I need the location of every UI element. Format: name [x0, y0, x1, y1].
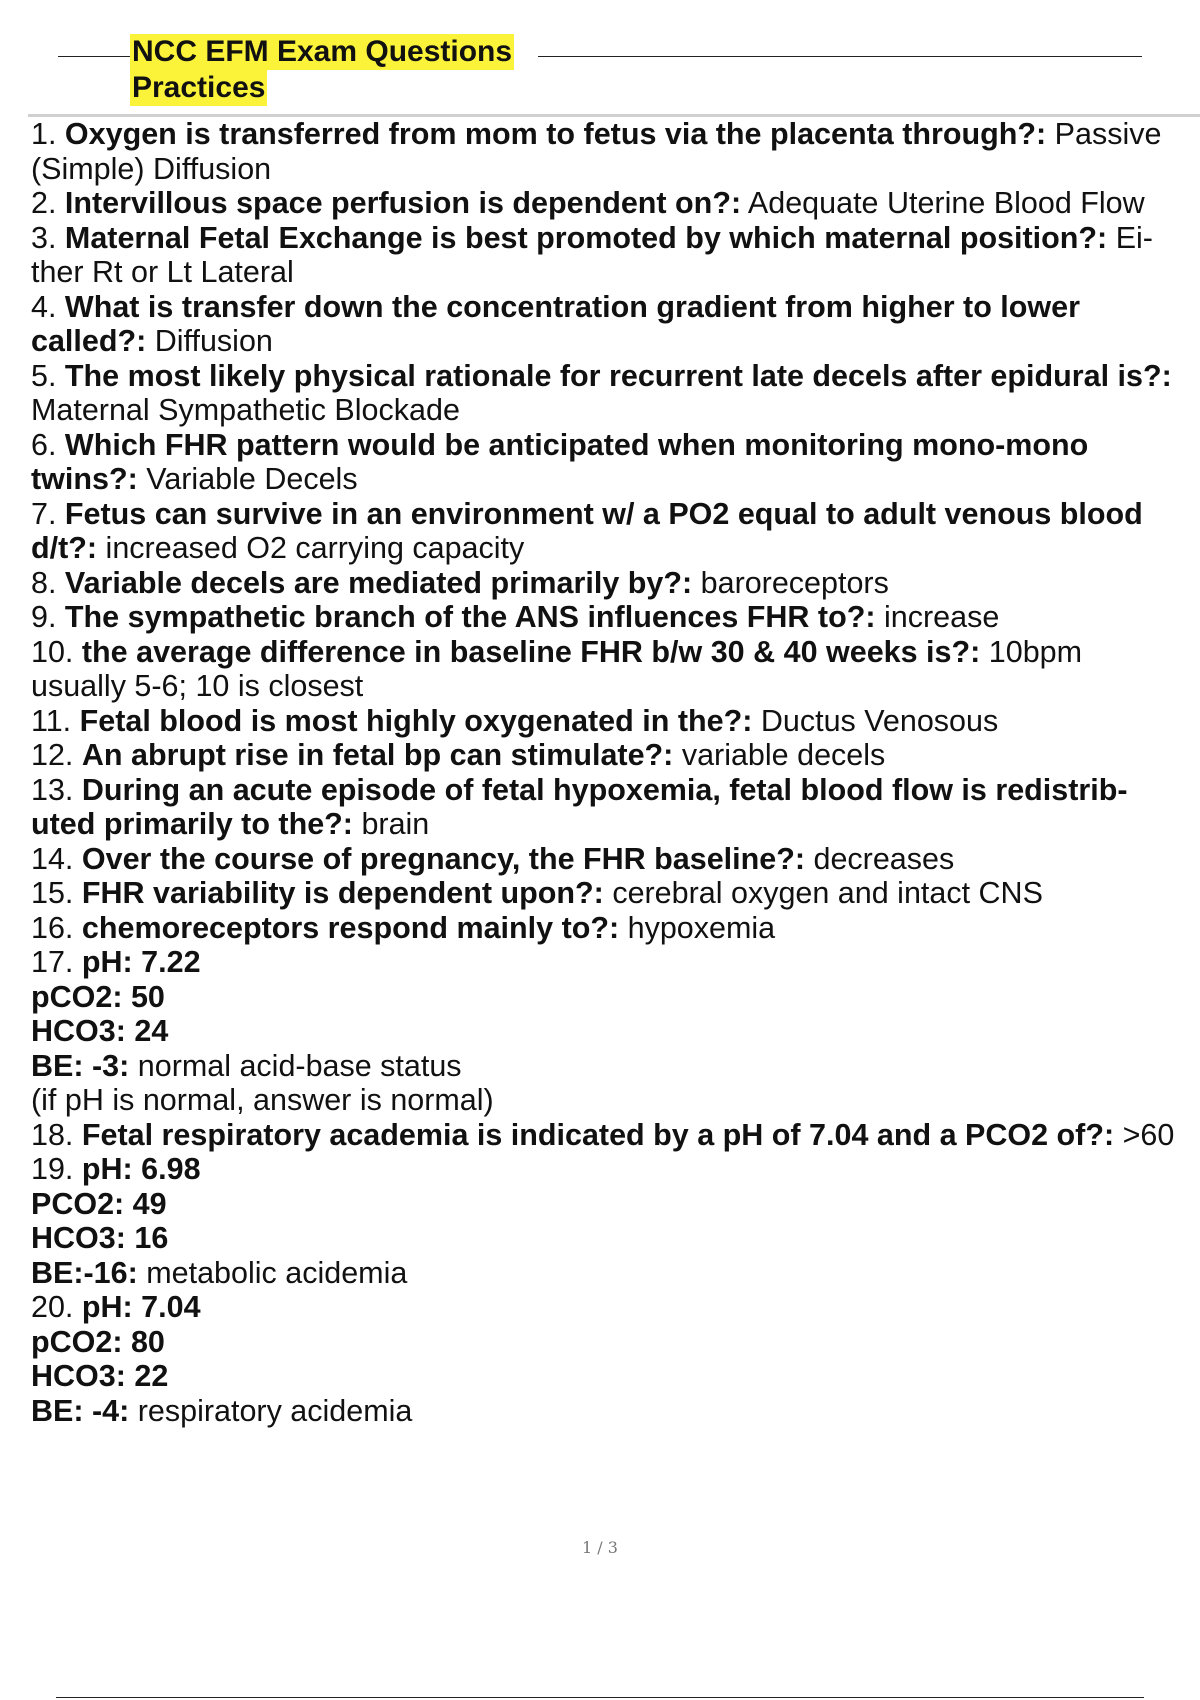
item-answer: Diffusion [154, 324, 273, 358]
list-item [31, 186, 1200, 221]
list-item [31, 842, 1200, 877]
list-item [31, 566, 1200, 601]
item-answer: 10bpm usually 5-6; 10 is closest [31, 634, 1083, 703]
page-indicator: 1 / 3 [582, 1538, 618, 1557]
list-item [31, 773, 1200, 842]
item-number: 12. [31, 738, 74, 772]
item-question: During an acute episode of fetal hypoxemia, fetal blood flow is redistrib- uted primarily to the?: [31, 772, 1136, 841]
item-number: 5. [31, 358, 57, 393]
item-question: Which FHR pattern would be anticipated when monitoring mono-mono twins?: [31, 427, 1097, 496]
item-number: 19. [31, 1152, 74, 1186]
item-number: 13. [31, 772, 74, 807]
item-answer: Ductus Venosous [760, 703, 999, 738]
item-number: 11. [31, 703, 72, 738]
item-number: 1. [31, 117, 57, 151]
item-question: Maternal Fetal Exchange is best promoted by which maternal position?: [64, 220, 1108, 255]
item-answer: Ei- ther Rt or Lt Lateral [31, 220, 1162, 289]
list-item [31, 945, 1200, 1118]
item-number: 8. [31, 565, 57, 600]
item-number: 6. [31, 427, 57, 462]
item-number: 18. [31, 1117, 74, 1152]
item-question: FHR variability is dependent upon?: [81, 876, 604, 910]
list-item [31, 635, 1200, 704]
header-rule-left [58, 56, 130, 57]
item-answer: respiratory acidemia [137, 1393, 413, 1428]
item-number: 17. [31, 945, 74, 979]
item-question: pH: 7.22 pCO2: 50 HCO3: 24 BE: -3: [31, 945, 201, 1083]
item-answer: cerebral oxygen and intact CNS [612, 876, 1043, 910]
item-number: 10. [31, 634, 74, 669]
item-answer: hypoxemia [627, 910, 776, 945]
list-item [31, 290, 1200, 359]
item-number: 3. [31, 220, 57, 255]
item-answer: metabolic acidemia [146, 1255, 408, 1290]
question-list [31, 117, 1200, 1517]
document-title [130, 34, 514, 106]
list-item [31, 738, 1200, 773]
item-question: Fetus can survive in an environment w/ a PO2 equal to adult venous blood d/t?: [31, 496, 1152, 565]
list-item [31, 876, 1200, 911]
item-question: chemoreceptors respond mainly to?: [81, 910, 620, 945]
item-number: 2. [31, 186, 57, 220]
item-number: 9. [31, 600, 57, 634]
title-line-2: Practices [132, 71, 266, 104]
footer-rule [56, 1697, 1144, 1698]
item-answer: Passive (Simple) Diffusion [31, 117, 1162, 186]
item-answer: increase [884, 600, 1000, 634]
list-item [31, 704, 1200, 739]
item-number: 4. [31, 289, 57, 324]
item-number: 20. [31, 1290, 74, 1324]
item-number: 16. [31, 910, 74, 945]
item-answer: baroreceptors [700, 565, 889, 600]
list-item [31, 911, 1200, 946]
list-item [31, 1290, 1200, 1428]
item-answer: brain [361, 807, 430, 841]
item-answer: Adequate Uterine Blood Flow [747, 186, 1145, 220]
item-question: What is transfer down the concentration gradient from higher to lower called?: [31, 289, 1089, 358]
header-rule-right [538, 56, 1142, 57]
list-item [31, 428, 1200, 497]
list-item [31, 600, 1200, 635]
list-item [31, 117, 1200, 186]
list-item [31, 221, 1200, 290]
item-question: The most likely physical rationale for recurrent late decels after epidural is?: [64, 358, 1172, 393]
item-question: Over the course of pregnancy, the FHR baseline?: [81, 841, 806, 876]
list-item [31, 1118, 1200, 1153]
item-question: Variable decels are mediated primarily by?: [64, 565, 693, 600]
item-question: Intervillous space perfusion is dependent on?: [64, 186, 742, 220]
item-answer: increased O2 carrying capacity [105, 531, 525, 565]
item-answer: Maternal Sympathetic Blockade [31, 393, 460, 427]
item-answer: decreases [813, 841, 955, 876]
list-item [31, 359, 1200, 428]
list-item [31, 497, 1200, 566]
item-answer: >60 [1122, 1117, 1175, 1152]
item-question: The sympathetic branch of the ANS influences FHR to?: [64, 600, 876, 634]
item-question: Fetal blood is most highly oxygenated in the?: [79, 703, 753, 738]
title-line-1: NCC EFM Exam Questions [132, 35, 513, 68]
item-answer: Variable Decels [146, 462, 358, 496]
item-question: Oxygen is transferred from mom to fetus via the placenta through?: [64, 117, 1047, 151]
item-question: the average difference in baseline FHR b/w 30 & 40 weeks is?: [81, 634, 981, 669]
item-answer: variable decels [681, 738, 886, 772]
item-number: 7. [31, 496, 57, 531]
item-question: pH: 7.04 pCO2: 80 HCO3: 22 BE: -4: [31, 1290, 201, 1428]
item-number: 14. [31, 841, 74, 876]
item-number: 15. [31, 876, 74, 910]
item-question: Fetal respiratory academia is indicated by a pH of 7.04 and a PCO2 of?: [81, 1117, 1115, 1152]
item-question: An abrupt rise in fetal bp can stimulate?: [81, 738, 674, 772]
list-item [31, 1152, 1200, 1290]
document-header [58, 34, 1142, 114]
item-answer: normal acid-base status (if pH is normal, answer is normal) [31, 1048, 494, 1117]
item-question: pH: 6.98 PCO2: 49 HCO3: 16 BE:-16: [31, 1152, 201, 1290]
